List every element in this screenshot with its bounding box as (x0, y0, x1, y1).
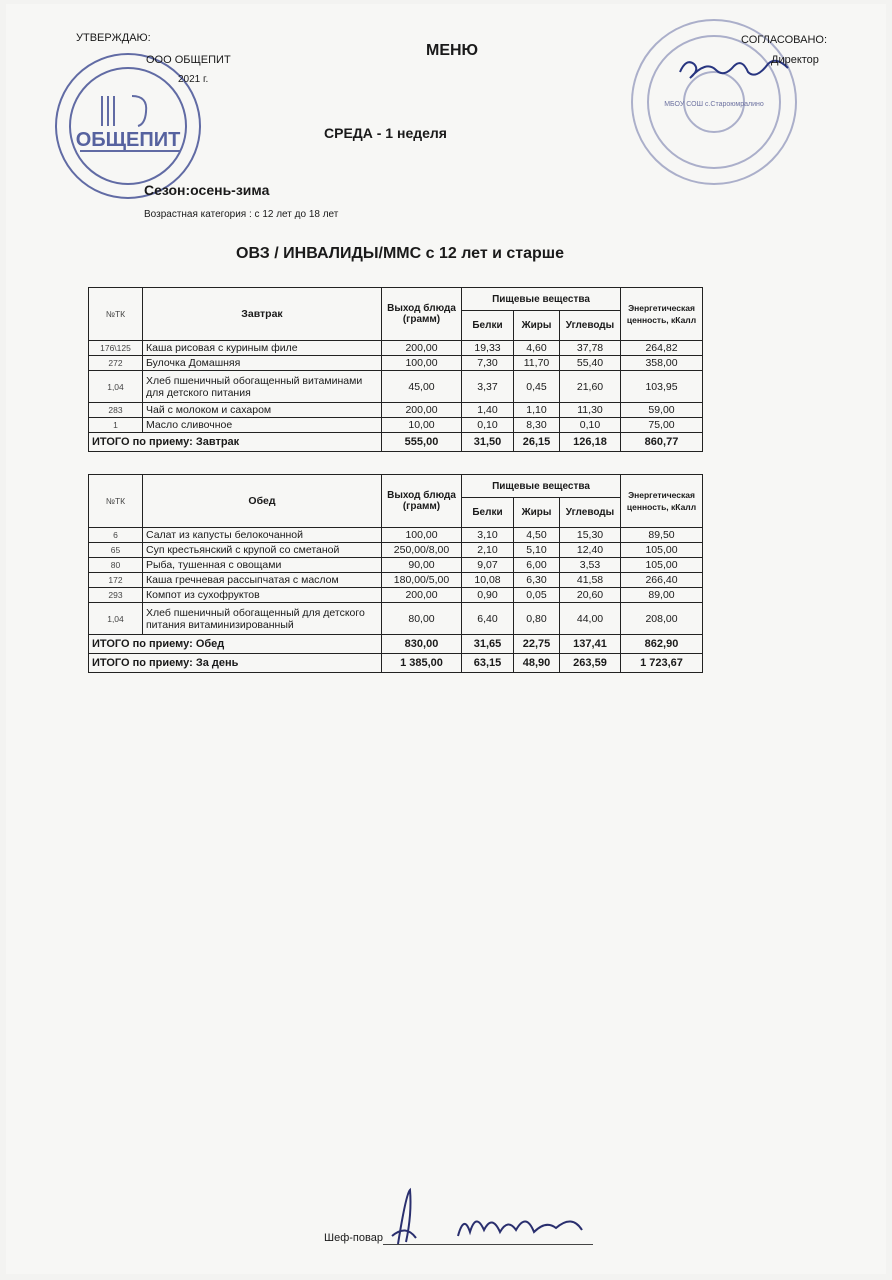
lunch-total-row: ИТОГО по приему: Обед 830,00 31,65 22,75 137,41 862,90 (89, 635, 703, 654)
table-row: 272 Булочка Домашняя 100,00 7,30 11,70 55,40 358,00 (89, 356, 703, 371)
col-carbs: Углеводы (560, 498, 621, 528)
col-nutrients: Пищевые вещества (462, 288, 621, 311)
meal-title: Обед (143, 475, 382, 528)
age-category: Возрастная категория : с 12 лет до 18 лет (144, 209, 339, 220)
col-energy: Энергетическая ценность, кКалл (621, 475, 703, 528)
table-row: 1,04 Хлеб пшеничный обогащенный для детского питания витаминизированный 80,00 6,40 0,80 44,00 208,00 (89, 603, 703, 635)
table-row: 1 Масло сливочное 10,00 0,10 8,30 0,10 75,00 (89, 418, 703, 433)
col-carbs: Углеводы (560, 311, 621, 341)
approval-year: 2021 г. (178, 74, 209, 85)
chef-label: Шеф-повар (324, 1232, 383, 1244)
col-protein: Белки (462, 311, 514, 341)
breakfast-total-row: ИТОГО по приему: Завтрак 555,00 31,50 26,15 126,18 860,77 (89, 433, 703, 452)
menu-day: СРЕДА - 1 неделя (324, 125, 447, 141)
col-tk: №ТК (89, 288, 143, 341)
table-row: 65 Суп крестьянский с крупой со сметаной 250,00/8,00 2,10 5,10 12,40 105,00 (89, 543, 703, 558)
col-fat: Жиры (514, 311, 560, 341)
table-row: 293 Компот из сухофруктов 200,00 0,90 0,05 20,60 89,00 (89, 588, 703, 603)
organization-name: ООО ОБЩЕПИТ (146, 54, 231, 66)
table-header-row (89, 475, 703, 498)
breakfast-table (88, 287, 703, 452)
table-row: 6 Салат из капусты белокочанной 100,00 3,10 4,50 15,30 89,50 (89, 528, 703, 543)
table-row: 172 Каша гречневая рассыпчатая с маслом 180,00/5,00 10,08 6,30 41,58 266,40 (89, 573, 703, 588)
target-group: ОВЗ / ИНВАЛИДЫ/ММС с 12 лет и старше (236, 245, 565, 262)
col-tk: №ТК (89, 475, 143, 528)
lunch-table (88, 474, 703, 673)
col-nutrients: Пищевые вещества (462, 475, 621, 498)
stamp-text: ОБЩЕПИТ (75, 129, 181, 151)
col-fat: Жиры (514, 498, 560, 528)
col-protein: Белки (462, 498, 514, 528)
agreed-label: СОГЛАСОВАНО: (741, 34, 828, 46)
col-energy: Энергетическая ценность, кКалл (621, 288, 703, 341)
page-title: МЕНЮ (426, 42, 479, 59)
table-row: 1,04 Хлеб пшеничный обогащенный витаминами для детского питания 45,00 3,37 0,45 21,60 103,95 (89, 371, 703, 403)
day-total-row: ИТОГО по приему: За день 1 385,00 63,15 48,90 263,59 1 723,67 (89, 654, 703, 673)
signature-line (383, 1244, 593, 1245)
table-header-row (89, 288, 703, 311)
col-yield: Выход блюда (грамм) (382, 475, 462, 528)
approved-label: УТВЕРЖДАЮ: (76, 32, 151, 44)
stamp-text-right: МБОУ СОШ с.Староюмралино (664, 101, 764, 108)
menu-season: Сезон:осень-зима (144, 182, 270, 198)
document-page (6, 4, 886, 1274)
table-row: 80 Рыба, тушенная с овощами 90,00 9,07 6,00 3,53 105,00 (89, 558, 703, 573)
table-row: 176\125 Каша рисовая с куриным филе 200,00 19,33 4,60 37,78 264,82 (89, 341, 703, 356)
meal-title: Завтрак (143, 288, 382, 341)
table-row: 283 Чай с молоком и сахаром 200,00 1,40 1,10 11,30 59,00 (89, 403, 703, 418)
director-label: Директор (771, 54, 819, 66)
col-yield: Выход блюда (грамм) (382, 288, 462, 341)
